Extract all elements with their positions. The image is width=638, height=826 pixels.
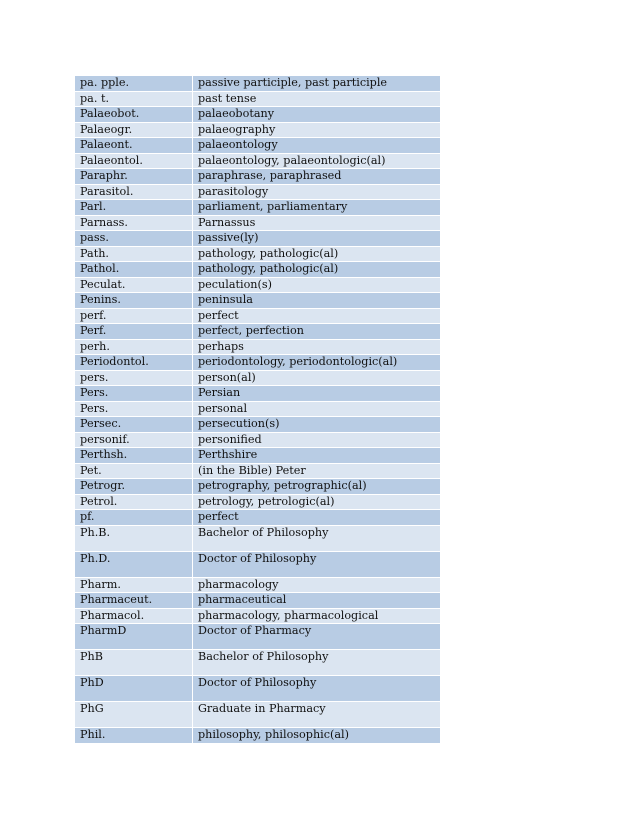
table-row [75, 386, 441, 402]
abbreviation-cell: PhD [75, 676, 193, 702]
abbreviation-cell: Pers. [75, 386, 193, 402]
meaning-cell: peninsula [193, 293, 441, 309]
meaning-cell: palaeobotany [193, 107, 441, 123]
abbreviation-cell: Periodontol. [75, 355, 193, 371]
meaning-cell: paraphrase, paraphrased [193, 169, 441, 185]
meaning-cell: palaeontology, palaeontologic(al) [193, 153, 441, 169]
meaning-cell: philosophy, philosophic(al) [193, 728, 441, 744]
table-row [75, 215, 441, 231]
table-row [75, 624, 441, 650]
abbreviation-cell: Path. [75, 246, 193, 262]
meaning-cell: parliament, parliamentary [193, 200, 441, 216]
meaning-cell: petrography, petrographic(al) [193, 479, 441, 495]
abbreviation-cell: Paraphr. [75, 169, 193, 185]
table-row [75, 138, 441, 154]
abbreviation-cell: Pharm. [75, 577, 193, 593]
table-row [75, 551, 441, 577]
table-row [75, 479, 441, 495]
table-row [75, 650, 441, 676]
table-row [75, 577, 441, 593]
abbreviation-cell: PhB [75, 650, 193, 676]
abbreviation-cell: Palaeontol. [75, 153, 193, 169]
abbreviation-cell: pf. [75, 510, 193, 526]
abbreviation-cell: Palaeont. [75, 138, 193, 154]
meaning-cell: pathology, pathologic(al) [193, 246, 441, 262]
abbreviation-cell: Pers. [75, 401, 193, 417]
abbreviation-cell: Pathol. [75, 262, 193, 278]
meaning-cell: perhaps [193, 339, 441, 355]
abbreviation-cell: pa. t. [75, 91, 193, 107]
meaning-cell: Doctor of Philosophy [193, 551, 441, 577]
abbreviation-cell: Ph.D. [75, 551, 193, 577]
table-row [75, 608, 441, 624]
table-row [75, 153, 441, 169]
meaning-cell: past tense [193, 91, 441, 107]
meaning-cell: perfect, perfection [193, 324, 441, 340]
meaning-cell: personal [193, 401, 441, 417]
table-row [75, 91, 441, 107]
abbreviation-cell: Ph.B. [75, 525, 193, 551]
abbreviation-cell: personif. [75, 432, 193, 448]
table-row [75, 370, 441, 386]
meaning-cell: passive(ly) [193, 231, 441, 247]
table-row [75, 401, 441, 417]
table-row [75, 463, 441, 479]
table-row [75, 200, 441, 216]
meaning-cell: petrology, petrologic(al) [193, 494, 441, 510]
abbreviation-cell: Persec. [75, 417, 193, 433]
abbreviation-cell: Pharmacol. [75, 608, 193, 624]
table-row [75, 448, 441, 464]
meaning-cell: personified [193, 432, 441, 448]
meaning-cell: person(al) [193, 370, 441, 386]
table-row [75, 593, 441, 609]
meaning-cell: pharmaceutical [193, 593, 441, 609]
table-row [75, 702, 441, 728]
meaning-cell: Bachelor of Philosophy [193, 525, 441, 551]
table-row [75, 728, 441, 744]
table-row [75, 308, 441, 324]
table-row [75, 76, 441, 92]
table-row [75, 246, 441, 262]
meaning-cell: peculation(s) [193, 277, 441, 293]
meaning-cell: Doctor of Philosophy [193, 676, 441, 702]
meaning-cell: pharmacology [193, 577, 441, 593]
table-row [75, 676, 441, 702]
meaning-cell: persecution(s) [193, 417, 441, 433]
meaning-cell: Bachelor of Philosophy [193, 650, 441, 676]
meaning-cell: palaeontology [193, 138, 441, 154]
table-row [75, 277, 441, 293]
table-row [75, 122, 441, 138]
meaning-cell: pharmacology, pharmacological [193, 608, 441, 624]
table-row [75, 324, 441, 340]
abbreviation-cell: Palaeobot. [75, 107, 193, 123]
abbreviation-cell: Petrol. [75, 494, 193, 510]
abbreviation-cell: pass. [75, 231, 193, 247]
abbreviation-cell: pa. pple. [75, 76, 193, 92]
table-row [75, 432, 441, 448]
meaning-cell: Graduate in Pharmacy [193, 702, 441, 728]
abbreviation-cell: Parnass. [75, 215, 193, 231]
meaning-cell: Parnassus [193, 215, 441, 231]
meaning-cell: passive participle, past participle [193, 76, 441, 92]
abbreviation-cell: PharmD [75, 624, 193, 650]
table-row [75, 525, 441, 551]
table-row [75, 184, 441, 200]
meaning-cell: parasitology [193, 184, 441, 200]
meaning-cell: perfect [193, 308, 441, 324]
table-row [75, 169, 441, 185]
abbreviation-cell: Peculat. [75, 277, 193, 293]
abbreviation-cell: Pharmaceut. [75, 593, 193, 609]
table-row [75, 107, 441, 123]
table-row [75, 510, 441, 526]
meaning-cell: Persian [193, 386, 441, 402]
table-row [75, 417, 441, 433]
meaning-cell: pathology, pathologic(al) [193, 262, 441, 278]
abbreviation-cell: pers. [75, 370, 193, 386]
table-row [75, 293, 441, 309]
abbreviation-table-body [75, 76, 441, 744]
abbreviation-table [74, 75, 441, 744]
table-row [75, 494, 441, 510]
meaning-cell: (in the Bible) Peter [193, 463, 441, 479]
meaning-cell: periodontology, periodontologic(al) [193, 355, 441, 371]
abbreviation-cell: Phil. [75, 728, 193, 744]
abbreviation-cell: perf. [75, 308, 193, 324]
abbreviation-cell: Parasitol. [75, 184, 193, 200]
abbreviation-cell: Pet. [75, 463, 193, 479]
meaning-cell: Perthshire [193, 448, 441, 464]
abbreviation-cell: Perf. [75, 324, 193, 340]
abbreviation-cell: Petrogr. [75, 479, 193, 495]
abbreviation-cell: PhG [75, 702, 193, 728]
meaning-cell: perfect [193, 510, 441, 526]
table-row [75, 339, 441, 355]
meaning-cell: palaeography [193, 122, 441, 138]
abbreviation-cell: Palaeogr. [75, 122, 193, 138]
table-row [75, 262, 441, 278]
meaning-cell: Doctor of Pharmacy [193, 624, 441, 650]
abbreviation-cell: Penins. [75, 293, 193, 309]
abbreviation-cell: Parl. [75, 200, 193, 216]
abbreviation-cell: Perthsh. [75, 448, 193, 464]
abbreviation-cell: perh. [75, 339, 193, 355]
table-row [75, 231, 441, 247]
table-row [75, 355, 441, 371]
